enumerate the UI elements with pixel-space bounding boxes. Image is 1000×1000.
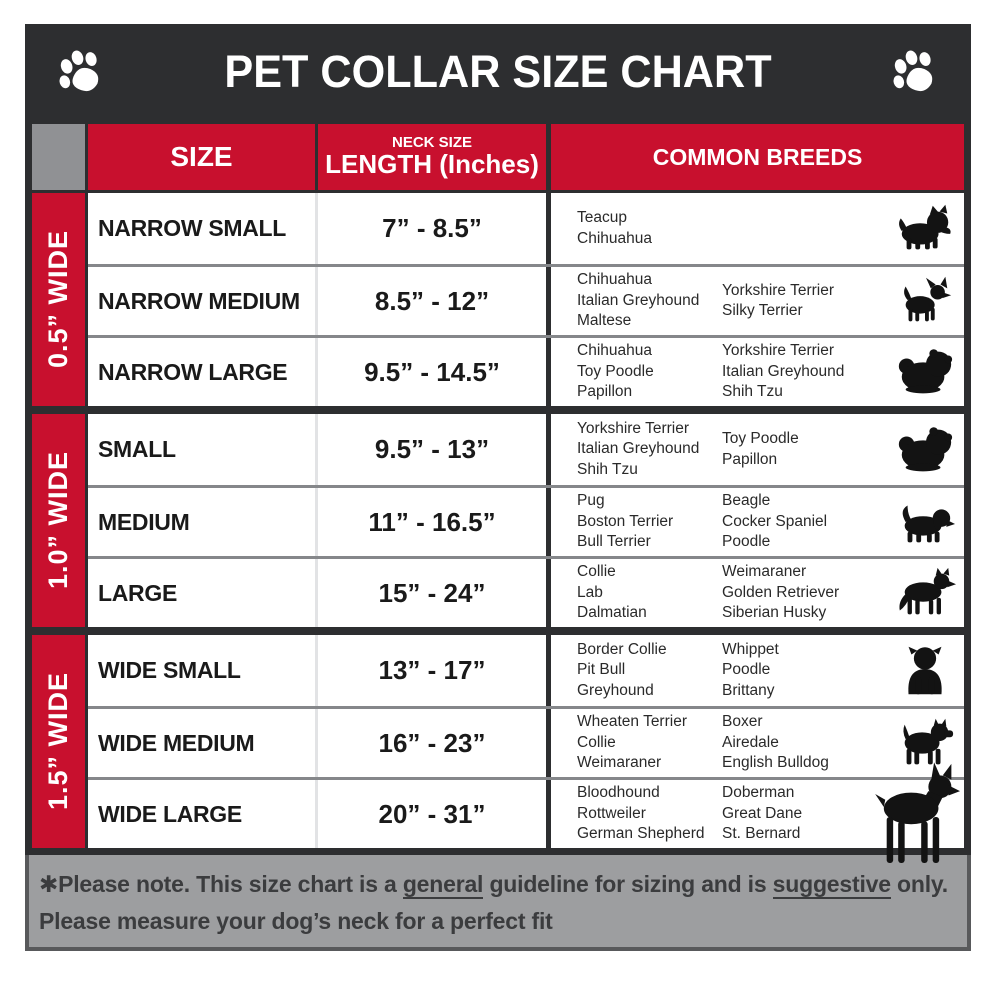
neck-size-cell: 8.5” - 12”	[318, 267, 551, 335]
size-cell: WIDE MEDIUM	[88, 709, 318, 777]
breed-name: Wheaten Terrier	[577, 713, 687, 731]
neck-size-cell: 9.5” - 13”	[318, 414, 551, 485]
footer-note	[25, 855, 971, 951]
breed-name: Chihuahua	[577, 271, 652, 289]
breed-name: Pit Bull	[577, 661, 626, 679]
breed-column-primary	[577, 640, 722, 701]
breed-name: German Shepherd	[577, 825, 705, 843]
breed-name: Weimaraner	[722, 563, 807, 581]
breed-column-secondary	[722, 783, 886, 844]
breed-column-secondary	[722, 712, 886, 773]
breed-name: Bull Terrier	[577, 533, 651, 551]
shih-tzu-icon	[894, 344, 956, 400]
breeds-cell	[551, 267, 964, 335]
breed-name: Chihuahua	[577, 229, 652, 247]
breed-name: Yorkshire Terrier	[577, 419, 689, 437]
breed-column-primary	[577, 419, 722, 480]
breeds-cell	[551, 635, 964, 706]
group-label-0-5-wide	[32, 193, 85, 406]
column-header-neck-line1: NECK SIZE	[391, 134, 472, 152]
neck-size-cell: 11” - 16.5”	[318, 488, 551, 556]
column-header-neck-size	[318, 124, 546, 190]
footer-text: only.	[890, 871, 948, 897]
doberman-icon	[868, 759, 960, 875]
width-group-1-5	[32, 635, 964, 848]
breed-name: Beagle	[722, 492, 771, 510]
title-band	[25, 24, 971, 120]
breed-column-secondary	[722, 429, 886, 470]
breed-name: Teacup	[577, 209, 627, 227]
size-cell: NARROW LARGE	[88, 338, 318, 406]
breed-name: Boston Terrier	[577, 512, 674, 530]
breed-column-primary	[577, 208, 722, 249]
yorkshire-terrier-icon	[894, 201, 956, 257]
size-cell: NARROW MEDIUM	[88, 267, 318, 335]
beagle-icon	[894, 494, 956, 550]
breed-column-primary	[577, 341, 722, 402]
size-cell: MEDIUM	[88, 488, 318, 556]
breed-name: Collie	[577, 733, 616, 751]
breed-column-primary	[577, 562, 722, 623]
breed-column-primary	[577, 491, 722, 552]
breed-name: Collie	[577, 563, 616, 581]
footer-text: guideline for sizing and is	[483, 871, 773, 897]
breeds-cell	[551, 488, 964, 556]
breeds-cell	[551, 193, 964, 264]
german-shepherd-icon	[894, 565, 956, 621]
neck-size-cell: 13” - 17”	[318, 635, 551, 706]
size-cell: LARGE	[88, 559, 318, 627]
breed-name: Yorkshire Terrier	[722, 281, 834, 299]
header-corner-cell	[32, 124, 85, 190]
breed-name: Papillon	[577, 383, 633, 401]
breeds-cell	[551, 559, 964, 627]
breed-name: Toy Poodle	[577, 362, 654, 380]
breed-name: Bloodhound	[577, 784, 660, 802]
breed-name: Poodle	[722, 661, 771, 679]
breed-name: Lab	[577, 583, 603, 601]
table-row	[88, 635, 964, 706]
breed-name: Shih Tzu	[722, 383, 783, 401]
neck-size-cell: 7” - 8.5”	[318, 193, 551, 264]
breed-name: Great Dane	[722, 804, 803, 822]
breed-column-secondary	[722, 341, 886, 402]
breed-column-primary	[577, 712, 722, 773]
breed-name: Golden Retriever	[722, 583, 840, 601]
footer-underlined-word: general	[402, 871, 484, 897]
breed-name: Italian Greyhound	[577, 291, 700, 309]
table-row	[88, 335, 964, 406]
breed-name: Airedale	[722, 733, 779, 751]
breed-name: Rottweiler	[577, 804, 646, 822]
breeds-cell	[551, 338, 964, 406]
neck-size-cell: 9.5” - 14.5”	[318, 338, 551, 406]
neck-size-cell: 16” - 23”	[318, 709, 551, 777]
breed-column-secondary	[722, 640, 886, 701]
neck-size-cell: 20” - 31”	[318, 780, 551, 848]
breed-name: Shih Tzu	[577, 460, 638, 478]
breed-name: Maltese	[577, 312, 632, 330]
neck-size-cell: 15” - 24”	[318, 559, 551, 627]
table-row	[88, 264, 964, 335]
bulldog-icon	[894, 643, 956, 699]
size-cell: WIDE SMALL	[88, 635, 318, 706]
group-rows	[88, 414, 964, 627]
breed-name: Toy Poodle	[722, 430, 799, 448]
shih-tzu-icon	[894, 422, 956, 478]
size-cell: WIDE LARGE	[88, 780, 318, 848]
breed-name: Doberman	[722, 784, 795, 802]
breed-name: Silky Terrier	[722, 302, 803, 319]
table-row	[88, 556, 964, 627]
breed-name: English Bulldog	[722, 754, 829, 772]
chihuahua-icon	[894, 273, 956, 329]
group-label-1-0-wide	[32, 414, 85, 627]
breeds-cell	[551, 414, 964, 485]
table-row	[88, 414, 964, 485]
page-title: PET COLLAR SIZE CHART	[224, 46, 772, 97]
width-group-0-5	[32, 193, 964, 406]
table-body	[25, 190, 971, 855]
width-group-1-0	[32, 414, 964, 627]
size-cell: NARROW SMALL	[88, 193, 318, 264]
table-header-row	[25, 120, 971, 190]
breed-name: Brittany	[722, 681, 775, 699]
breed-name: Greyhound	[577, 681, 654, 699]
breeds-cell	[551, 780, 964, 848]
breed-name: Siberian Husky	[722, 604, 827, 622]
footer-line-1	[39, 866, 955, 903]
breed-name: Dalmatian	[577, 604, 647, 622]
group-rows	[88, 193, 964, 406]
paw-icon	[55, 46, 107, 98]
footer-underlined-word: suggestive	[772, 871, 891, 897]
column-header-common-breeds: COMMON BREEDS	[551, 124, 964, 190]
breed-name: Chihuahua	[577, 342, 652, 360]
column-header-size: SIZE	[88, 124, 315, 190]
table-row	[88, 485, 964, 556]
paw-icon	[889, 46, 941, 98]
breed-name: Whippet	[722, 640, 779, 658]
breed-name: Border Collie	[577, 640, 667, 658]
breed-name: Boxer	[722, 713, 763, 731]
footer-asterisk: ✱	[39, 871, 59, 897]
breed-column-secondary	[722, 281, 886, 322]
breed-name: Italian Greyhound	[722, 362, 845, 380]
column-header-neck-line2: LENGTH (Inches)	[325, 149, 539, 180]
breed-column-secondary	[722, 491, 886, 552]
group-label-text: 1.5” WIDE	[43, 672, 73, 811]
group-rows	[88, 635, 964, 848]
group-label-1-5-wide	[32, 635, 85, 848]
group-label-text: 1.0” WIDE	[43, 451, 73, 590]
breed-column-primary	[577, 783, 722, 844]
table-row	[88, 193, 964, 264]
breed-column-secondary	[722, 562, 886, 623]
breed-name: Cocker Spaniel	[722, 512, 828, 530]
table-row	[88, 777, 964, 848]
footer-text: Please note. This size chart is a	[58, 871, 403, 897]
group-label-text: 0.5” WIDE	[43, 230, 73, 369]
breed-name: Weimaraner	[577, 754, 662, 772]
table-row	[88, 706, 964, 777]
breed-name: Papillon	[722, 450, 778, 468]
breed-name: St. Bernard	[722, 825, 801, 843]
breed-name: Yorkshire Terrier	[722, 342, 834, 360]
breed-name: Poodle	[722, 533, 771, 551]
size-chart	[25, 24, 971, 951]
size-cell: SMALL	[88, 414, 318, 485]
footer-line-2: Please measure your dog’s neck for a perfect fit	[39, 907, 553, 934]
breed-name: Pug	[577, 492, 605, 510]
breed-column-primary	[577, 270, 722, 331]
breed-name: Italian Greyhound	[577, 440, 700, 458]
